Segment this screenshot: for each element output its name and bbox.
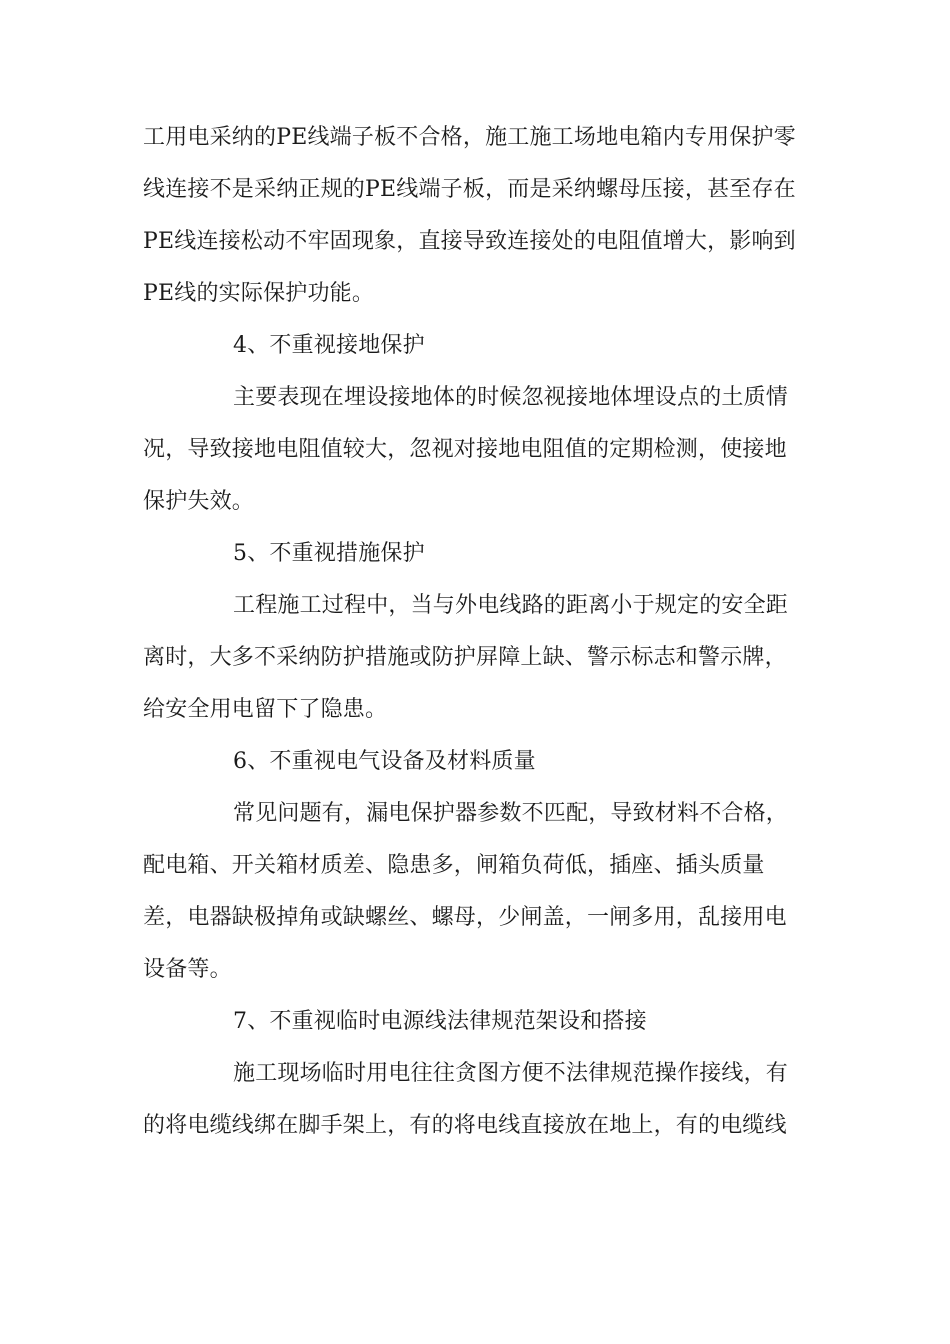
section-heading: 6、不重视电气设备及材料质量 (233, 749, 536, 774)
body-text-line: PE线连接松动不牢固现象，直接导致连接处的电阻值增大，影响到 (143, 229, 796, 254)
body-text-line: PE线的实际保护功能。 (143, 281, 375, 306)
body-text-line: 况，导致接地电阻值较大，忽视对接地电阻值的定期检测，使接地 (143, 437, 787, 462)
section-heading: 5、不重视措施保护 (233, 541, 425, 566)
body-text-line: 配电箱、开关箱材质差、隐患多，闸箱负荷低，插座、插头质量 (143, 853, 765, 878)
body-text-line: 保护失效。 (143, 489, 255, 514)
body-text-line: 设备等。 (143, 957, 232, 982)
body-text-line: 的将电缆线绑在脚手架上，有的将电线直接放在地上，有的电缆线 (143, 1113, 787, 1138)
body-text-line: 线连接不是采纳正规的PE线端子板，而是采纳螺母压接，甚至存在 (143, 177, 796, 202)
body-text-line: 工用电采纳的PE线端子板不合格，施工施工场地电箱内专用保护零 (143, 125, 796, 150)
body-text-line: 工程施工过程中，当与外电线路的距离小于规定的安全距 (233, 593, 789, 618)
body-text-line: 常见问题有，漏电保护器参数不匹配，导致材料不合格， (233, 801, 789, 826)
body-text-line: 施工现场临时用电往往贪图方便不法律规范操作接线，有 (233, 1061, 789, 1086)
body-text-line: 给安全用电留下了隐患。 (143, 697, 388, 722)
section-heading: 7、不重视临时电源线法律规范架设和搭接 (233, 1009, 647, 1034)
body-text-line: 主要表现在埋设接地体的时候忽视接地体埋设点的土质情 (233, 385, 789, 410)
body-text-line: 离时，大多不采纳防护措施或防护屏障上缺、警示标志和警示牌， (143, 645, 787, 670)
section-heading: 4、不重视接地保护 (233, 333, 425, 358)
body-text-line: 差，电器缺极掉角或缺螺丝、螺母，少闸盖，一闸多用，乱接用电 (143, 905, 787, 930)
